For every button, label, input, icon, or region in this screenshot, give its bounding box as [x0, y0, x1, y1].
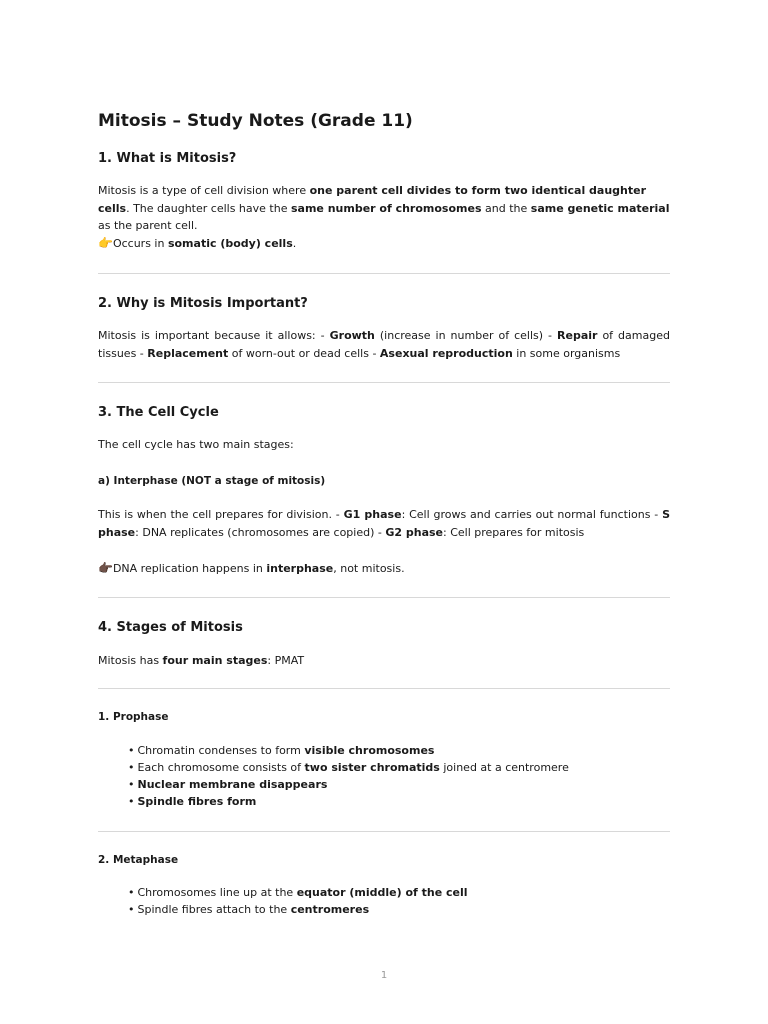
list-item: • Each chromosome consists of two sister chromatids joined at a centromere [128, 761, 569, 774]
page-number: 1 [380, 970, 388, 981]
pointing-hand-icon: 👉 [98, 236, 113, 250]
section-divider [98, 273, 670, 274]
list-item: • Nuclear membrane disappears [128, 778, 328, 791]
section-divider [98, 382, 670, 383]
section-heading-what-is-mitosis: 1. What is Mitosis? [98, 151, 237, 166]
subheading-prophase: 1. Prophase [98, 711, 169, 723]
paragraph-cell-cycle-intro: The cell cycle has two main stages: [98, 438, 294, 451]
section-divider [98, 597, 670, 598]
list-item: • Chromosomes line up at the equator (middle) of the cell [128, 886, 468, 899]
paragraph-definition: Mitosis is a type of cell division where one parent cell divides to form two identical daughter cells. The daughter cells have the same number of chromosomes and the same genetic material as the parent cell. [98, 184, 670, 232]
subheading-metaphase: 2. Metaphase [98, 854, 179, 866]
list-item: • Spindle fibres form [128, 795, 257, 808]
paragraph-interphase: This is when the cell prepares for division. - G1 phase: Cell grows and carries out normal functions - S phase: DNA replicates (chromosomes are copied) - G2 phase: Cell prepares for mitosis [98, 508, 670, 539]
section-heading-stages: 4. Stages of Mitosis [98, 620, 243, 635]
note-somatic-cells: 👉Occurs in somatic (body) cells. [98, 236, 297, 250]
section-divider [98, 831, 670, 832]
note-dna-replication: 👉🏿DNA replication happens in interphase, not mitosis. [98, 561, 405, 575]
section-heading-importance: 2. Why is Mitosis Important? [98, 296, 308, 311]
subheading-interphase: a) Interphase (NOT a stage of mitosis) [98, 475, 326, 487]
paragraph-importance: Mitosis is important because it allows: - Growth (increase in number of cells) - Repair of damaged tissues - Replacement of worn-out or dead cells - Asexual reproduction in some organisms [98, 329, 670, 360]
section-divider [98, 688, 670, 689]
metaphase-list [128, 884, 468, 918]
list-item: • Chromatin condenses to form visible chromosomes [128, 744, 435, 757]
paragraph-stages-intro: Mitosis has four main stages: PMAT [98, 654, 305, 667]
list-item: • Spindle fibres attach to the centromeres [128, 903, 370, 916]
prophase-list [128, 742, 569, 810]
pointing-hand-icon: 👉🏿 [98, 561, 113, 575]
document-title: Mitosis – Study Notes (Grade 11) [98, 111, 413, 131]
section-heading-cell-cycle: 3. The Cell Cycle [98, 405, 219, 420]
